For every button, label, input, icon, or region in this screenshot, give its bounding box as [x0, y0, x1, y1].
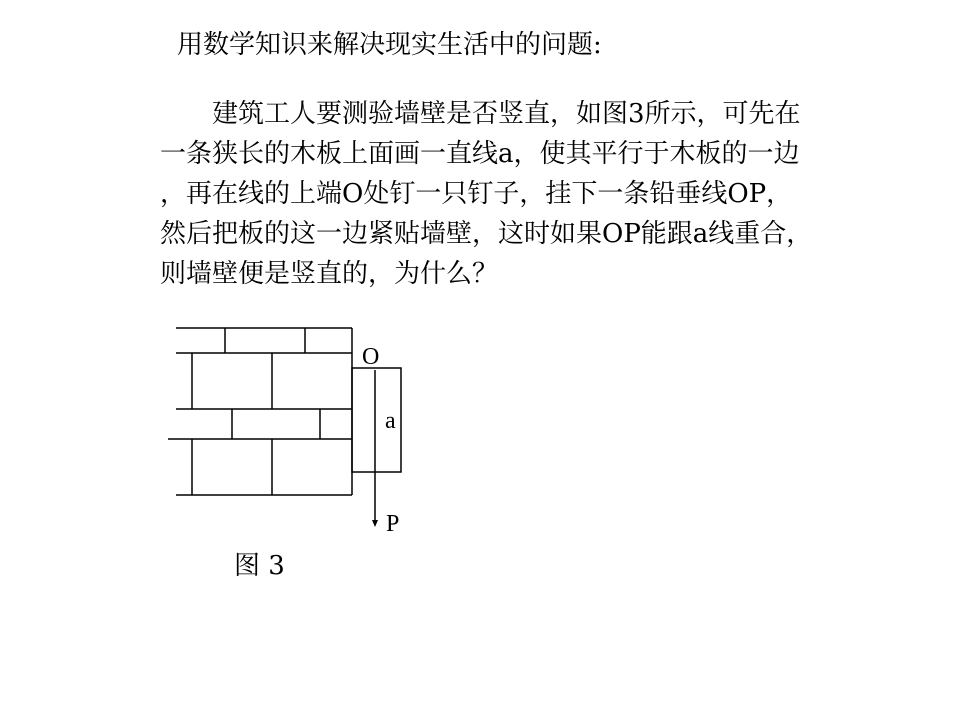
label-O: O: [362, 344, 380, 370]
paragraph-line: 则墙壁便是竖直的，为什么？: [160, 259, 499, 289]
figure-caption: 图 3: [234, 551, 285, 581]
paragraph-line: ，再在线的上端O处钉一只钉子，挂下一条铅垂线OP，: [160, 179, 793, 209]
slide-title: 用数学知识来解决现实生活中的问题:: [177, 30, 602, 60]
label-a: a: [385, 408, 396, 434]
brick-wall: [168, 328, 352, 495]
label-P: P: [386, 511, 400, 537]
paragraph-line: 一条狭长的木板上面画一直线a，使其平行于木板的一边: [160, 139, 800, 169]
plumb-arrowhead: [372, 520, 378, 527]
paragraph-line: 然后把板的这一边紧贴墙壁，这时如果OP能跟a线重合，: [160, 219, 813, 249]
paragraph-line: 建筑工人要测验墙壁是否竖直，如图3所示，可先在: [212, 99, 801, 129]
